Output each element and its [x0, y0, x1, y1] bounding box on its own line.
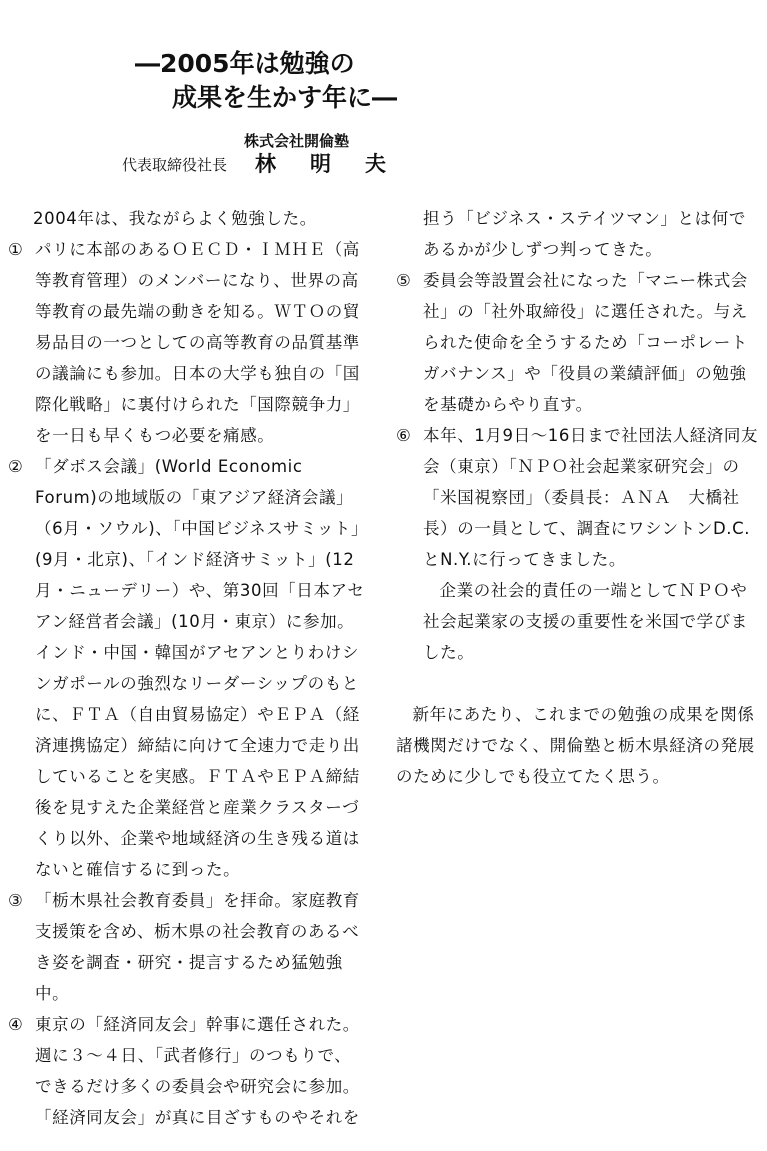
item-text: 「栃木県社会教育委員」を拝命。家庭教育支援策を含め、栃木県の社会教育のあるべき姿を調査・研究・提言するため猛勉強中。 [35, 891, 360, 1003]
article-title-line-2: 成果を生かす年に― [172, 83, 398, 112]
author-position: 代表取締役社長 [122, 156, 228, 174]
item-text: 東京の「経済同友会」幹事に選任された。週に３～４日、「武者修行」のつもりで、できるだけ多くの委員会や研究会に参加。「経済同友会」が真に目ざすものやそれを [35, 1015, 360, 1127]
item-number: ③ [8, 891, 24, 910]
article-title-line-1: ―2005年は勉強の [135, 49, 355, 78]
item-number: ⑥ [396, 426, 412, 445]
item-4-continuation: 担う「ビジネス・ステイツマン」とは何であるかが少しずつ判ってきた。 [423, 209, 746, 259]
author-company: 株式会社開倫塾 [244, 132, 350, 150]
left-column [8, 203, 366, 1133]
item-number: ④ [8, 1015, 24, 1034]
list-item-5 [396, 265, 762, 420]
closing-paragraph: 新年にあたり、これまでの勉強の成果を関係諸機関だけでなく、開倫塾と栃木県経済の発展のために少しでも役立てたく思う。 [396, 705, 755, 786]
item-number: ② [8, 457, 24, 476]
item-number: ① [8, 240, 24, 259]
item-text: 委員会等設置会社になった「マニー株式会社」の「社外取締役」に選任された。与えられた使命を全うするため「コーポレートガバナンス」や「役員の業績評価」の勉強を基礎からやり直す。 [423, 271, 748, 414]
list-item-1 [8, 234, 366, 451]
item-6-followup: 企業の社会的責任の一端としてＮＰＯや社会起業家の支援の重要性を米国で学びました。 [423, 581, 748, 662]
list-item-4 [8, 1009, 366, 1133]
list-item-3 [8, 885, 366, 1009]
item-text: パリに本部のあるＯＥＣＤ・ＩＭＨＥ（高等教育管理）のメンバーになり、世界の高等教育の最先端の動きを知る。ＷＴＯの貿易品目の一つとしての高等教育の品質基準の議論にも参加。日本の大学も独自の「国際化戦略」に裏付けられた「国際競争力」を一日も早くもつ必要を痛感。 [35, 240, 360, 445]
paragraph-gap [396, 668, 762, 699]
item-text: 「ダボス会議」(World Economic Forum)の地域版の「東アジア経済会議」（6月・ソウル)、「中国ビジネスサミット」(9月・北京)、「インド経済サミット」(12月・ニューデリー）や、第30回「日本アセアン経営者会議」(10月・東京）に参加。インド・中国・韓国がアセアンとりわけシンガポールの強烈なリーダーシップのもとに、ＦＴＡ（自由貿易協定）やＥＰＡ（経済連携協定）締結に向けて全速力で走り出していることを実感。ＦＴＡやＥＰＡ締結後を見すえた企業経営と産業クラスターづくり以外、企業や地域経済の生き残る道はないと確信するに到った。 [35, 457, 365, 879]
intro-paragraph: 2004年は、我ながらよく勉強した。 [33, 209, 317, 228]
right-column [396, 203, 762, 792]
item-text: 本年、1月9日～16日まで社団法人経済同友会（東京）「ＮＰＯ社会起業家研究会」の「米国視察団」（委員長：ＡＮＡ 大橋社長）の一員として、調査にワシントンD.C.とN.Y.に行ってきました。 [423, 426, 759, 569]
list-item-2 [8, 451, 366, 885]
author-name: 林明夫 [255, 152, 420, 176]
item-number: ⑤ [396, 271, 412, 290]
list-item-6 [396, 420, 762, 575]
